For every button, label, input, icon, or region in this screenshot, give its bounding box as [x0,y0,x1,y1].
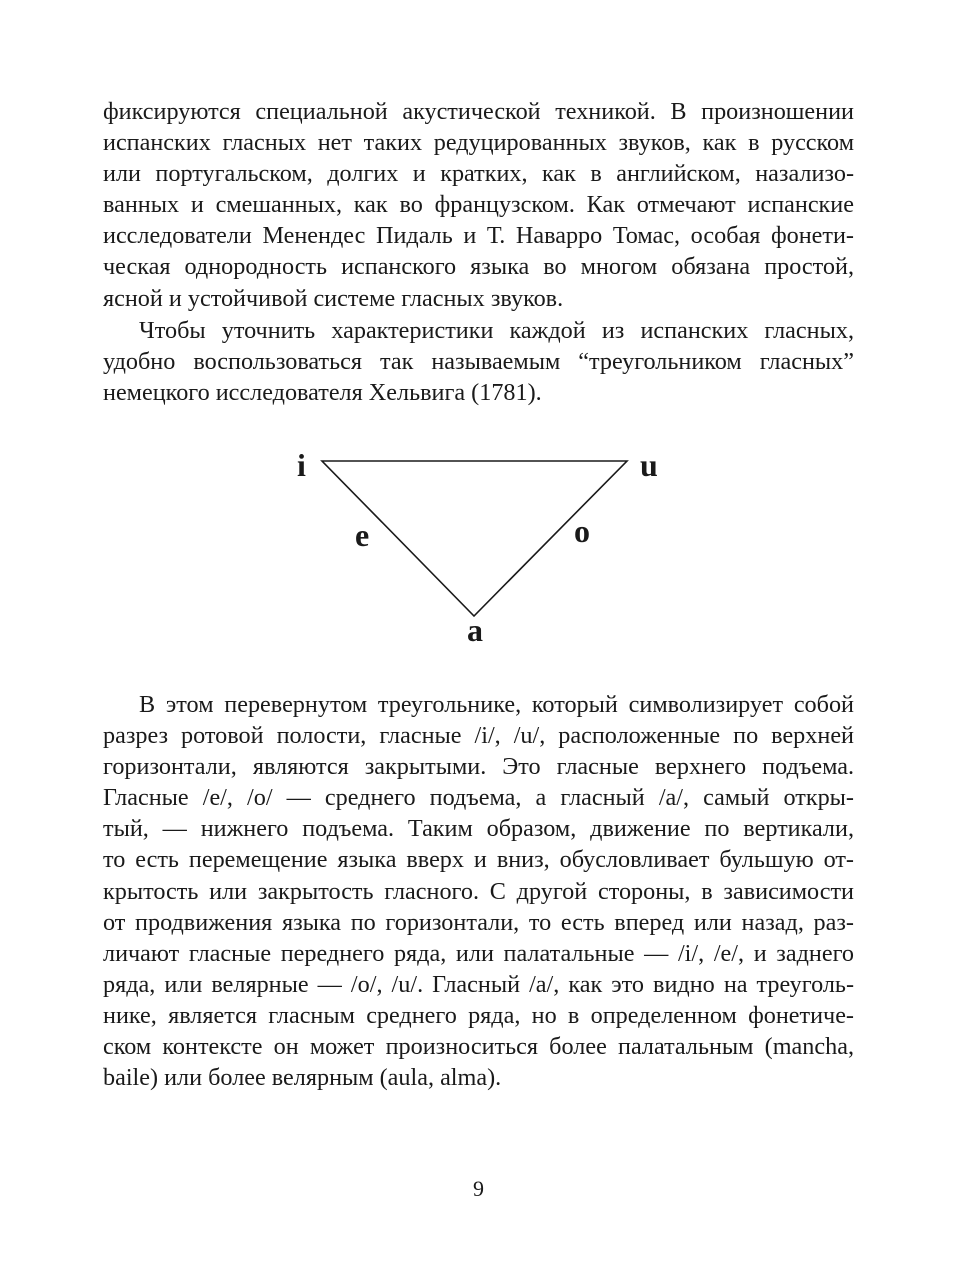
vowel-label-a: a [467,612,483,648]
vowel-label-i: i [297,447,306,483]
text-line: фиксируются специальной акустической техникой. В произношении [103,98,854,125]
text-line: от продвижения языка по горизонтали, то есть вперед или назад, раз- [103,908,854,936]
text-line: В этом перевернутом треугольнике, который символизирует собой [139,691,854,718]
text-line: испанских гласных нет таких редуцированных звуков, как в русском [103,129,854,157]
text-line: горизонтали, являются закрытыми. Это гласные верхнего подъема. [103,753,854,781]
text-line: крытость или закрытость гласного. С другой стороны, в зависимости [103,877,854,905]
vowel-label-u: u [640,447,658,483]
paragraph-3 [103,689,854,1093]
vowel-label-o: o [574,513,590,549]
text-line: ряда, или велярные — /o/, /u/. Гласный /a/, как это видно на треуголь- [103,970,854,998]
text-line: то есть перемещение языка вверх и вниз, обусловливает бульшую от- [103,846,854,874]
text-line: исследователи Менендес Пидаль и Т. Наварро Томас, особая фонети- [103,222,854,250]
text-line: ясной и устойчивой системе гласных звуков. [103,284,564,312]
vowel-label-e: e [355,517,370,553]
text-line: удобно воспользоваться так называемым “треугольником гласных” [103,348,854,376]
text-line: или португальском, долгих и кратких, как в английском, назализо- [103,160,854,188]
text-line: Чтобы уточнить характеристики каждой из испанских гласных, [139,317,854,344]
text-line: разрез ротовой полости, гласные /i/, /u/, расположенные по верхней [103,722,854,750]
vowel-triangle-diagram [280,440,680,660]
text-line: baile) или более велярным (aula, alma). [103,1064,502,1092]
text-line: немецкого исследователя Хельвига (1781). [103,379,542,407]
text-line: Гласные /e/, /o/ — среднего подъема, а гласный /a/, самый откры- [103,784,854,812]
text-line: тый, — нижнего подъема. Таким образом, движение по вертикали, [103,815,854,843]
text-line: ческая однородность испанского языка во многом обязана простой, [103,253,854,281]
text-line: личают гласные переднего ряда, или палатальные — /i/, /e/, и заднего [103,939,854,967]
paragraph-1 [103,96,854,314]
paragraph-2 [103,315,854,408]
text-line: ском контексте он может произноситься более палатальным (mancha, [103,1033,854,1061]
text-line: нике, является гласным среднего ряда, но в определенном фонетиче- [103,1001,854,1029]
text-line: ванных и смешанных, как во французском. Как отмечают испанские [103,191,854,219]
page-number: 9 [473,1176,484,1201]
